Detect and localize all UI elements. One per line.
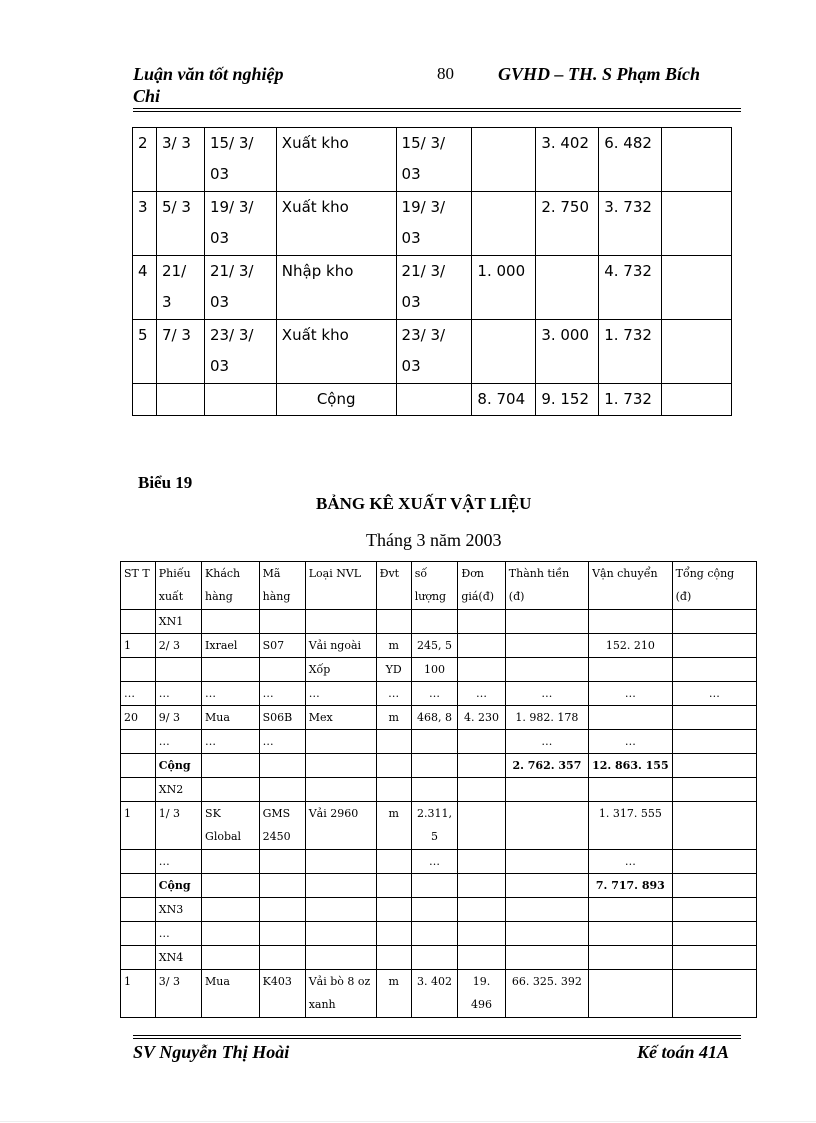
- export-cell: [505, 778, 588, 802]
- export-header-cell: Vận chuyển: [589, 562, 673, 610]
- export-cell: [376, 922, 411, 946]
- ledger-total-balance: 1. 732: [599, 384, 662, 416]
- export-cell: …: [589, 850, 673, 874]
- ledger-cell: 1. 732: [599, 320, 662, 384]
- export-cell: [259, 874, 305, 898]
- export-cell: …: [155, 922, 201, 946]
- export-cell: …: [411, 682, 458, 706]
- export-cell: Cộng: [155, 874, 201, 898]
- ledger-cell: 6. 482: [599, 128, 662, 192]
- export-cell: XN4: [155, 946, 201, 970]
- export-cell: [305, 754, 376, 778]
- export-cell: …: [376, 682, 411, 706]
- ledger-cell: 3: [133, 192, 157, 256]
- ledger-cell: 5: [133, 320, 157, 384]
- export-cell: [672, 658, 756, 682]
- export-cell: 3. 402: [411, 970, 458, 1018]
- export-cell: YD: [376, 658, 411, 682]
- export-cell: Mua: [202, 706, 260, 730]
- export-cell: 1: [121, 634, 156, 658]
- export-cell: [505, 610, 588, 634]
- export-cell: Vải bò 8 oz xanh: [305, 970, 376, 1018]
- ledger-cell: [662, 192, 732, 256]
- ledger-cell: 15/ 3/ 03: [396, 128, 472, 192]
- ledger-cell: [472, 192, 536, 256]
- export-cell: [589, 898, 673, 922]
- export-header-cell: Khách hàng: [202, 562, 260, 610]
- export-cell: [672, 706, 756, 730]
- export-cell: m: [376, 970, 411, 1018]
- export-cell: S07: [259, 634, 305, 658]
- export-header-cell: ST T: [121, 562, 156, 610]
- export-row: [121, 610, 757, 634]
- export-cell: [259, 778, 305, 802]
- export-cell: [259, 898, 305, 922]
- export-cell: [458, 730, 505, 754]
- ledger-cell: 1. 000: [472, 256, 536, 320]
- export-cell: [458, 898, 505, 922]
- export-cell: [376, 754, 411, 778]
- export-table-body: [121, 610, 757, 1018]
- export-cell: [672, 970, 756, 1018]
- export-cell: [411, 610, 458, 634]
- export-cell: [458, 946, 505, 970]
- page-number: 80: [437, 64, 454, 83]
- export-cell: [589, 658, 673, 682]
- export-cell: [458, 658, 505, 682]
- ledger-cell: [536, 256, 599, 320]
- export-cell: [121, 730, 156, 754]
- export-cell: [672, 610, 756, 634]
- ledger-cell: 7/ 3: [156, 320, 204, 384]
- export-cell: 2.311, 5: [411, 802, 458, 850]
- section-title: BẢNG KÊ XUẤT VẬT LIỆU: [316, 494, 532, 513]
- export-cell: 1: [121, 970, 156, 1018]
- export-cell: 1. 317. 555: [589, 802, 673, 850]
- export-cell: [505, 658, 588, 682]
- export-cell: [589, 778, 673, 802]
- export-cell: [672, 874, 756, 898]
- export-header-cell: Thành tiền (đ): [505, 562, 588, 610]
- ledger-cell: 23/ 3/ 03: [396, 320, 472, 384]
- header-rule-top: [133, 108, 741, 109]
- export-cell: …: [259, 730, 305, 754]
- export-cell: [411, 898, 458, 922]
- export-cell: [411, 874, 458, 898]
- export-cell: [305, 610, 376, 634]
- export-header-cell: số lượng: [411, 562, 458, 610]
- export-cell: [305, 874, 376, 898]
- export-cell: [202, 754, 260, 778]
- ledger-cell: Xuất kho: [276, 320, 396, 384]
- export-cell: …: [458, 682, 505, 706]
- export-row: [121, 874, 757, 898]
- export-cell: [458, 754, 505, 778]
- export-cell: [202, 778, 260, 802]
- export-row: [121, 970, 757, 1018]
- export-cell: [672, 898, 756, 922]
- export-cell: SK Global: [202, 802, 260, 850]
- ledger-cell: [662, 320, 732, 384]
- export-cell: [121, 850, 156, 874]
- export-cell: 2/ 3: [155, 634, 201, 658]
- ledger-cell: 19/ 3/ 03: [204, 192, 276, 256]
- export-cell: 1: [121, 802, 156, 850]
- export-cell: [121, 658, 156, 682]
- export-cell: [305, 898, 376, 922]
- export-cell: [202, 946, 260, 970]
- export-cell: [259, 610, 305, 634]
- ledger-body: [133, 128, 732, 384]
- header-thesis-title: Luận văn tốt nghiệp: [133, 64, 284, 84]
- export-cell: [121, 898, 156, 922]
- export-cell: [121, 874, 156, 898]
- export-cell: [121, 922, 156, 946]
- export-cell: [376, 610, 411, 634]
- export-cell: [259, 946, 305, 970]
- export-cell: [259, 850, 305, 874]
- export-cell: …: [202, 730, 260, 754]
- export-table-header: [121, 562, 757, 610]
- export-cell: [672, 922, 756, 946]
- export-cell: [505, 850, 588, 874]
- ledger-cell: 21/ 3: [156, 256, 204, 320]
- export-cell: [458, 922, 505, 946]
- export-cell: [672, 946, 756, 970]
- export-cell: [589, 610, 673, 634]
- export-cell: [305, 922, 376, 946]
- export-cell: …: [155, 682, 201, 706]
- ledger-cell: Xuất kho: [276, 128, 396, 192]
- export-cell: [376, 874, 411, 898]
- export-cell: [259, 922, 305, 946]
- export-cell: [202, 610, 260, 634]
- export-cell: [259, 658, 305, 682]
- export-cell: Ixrael: [202, 634, 260, 658]
- export-cell: GMS 2450: [259, 802, 305, 850]
- export-cell: 2. 762. 357: [505, 754, 588, 778]
- ledger-cell: 21/ 3/ 03: [204, 256, 276, 320]
- ledger-table: [132, 127, 732, 416]
- export-cell: [589, 946, 673, 970]
- export-cell: 66. 325. 392: [505, 970, 588, 1018]
- export-cell: [121, 778, 156, 802]
- export-cell: Vải ngoài: [305, 634, 376, 658]
- export-cell: XN3: [155, 898, 201, 922]
- export-cell: [411, 946, 458, 970]
- export-cell: [672, 634, 756, 658]
- ledger-total-row: [133, 384, 732, 416]
- export-cell: [121, 946, 156, 970]
- export-cell: [411, 778, 458, 802]
- page-edge: [0, 1121, 816, 1122]
- footer-class: Kế toán 41A: [637, 1042, 730, 1062]
- export-row: [121, 778, 757, 802]
- ledger-total-in: 8. 704: [472, 384, 536, 416]
- export-cell: [259, 754, 305, 778]
- ledger-cell: [472, 128, 536, 192]
- export-cell: Xốp: [305, 658, 376, 682]
- ledger-cell: 3. 000: [536, 320, 599, 384]
- export-cell: [505, 802, 588, 850]
- export-cell: m: [376, 802, 411, 850]
- export-cell: [505, 898, 588, 922]
- export-cell: [672, 778, 756, 802]
- export-cell: [458, 778, 505, 802]
- export-cell: …: [411, 850, 458, 874]
- ledger-cell: [662, 256, 732, 320]
- export-cell: [202, 850, 260, 874]
- ledger-cell: 2. 750: [536, 192, 599, 256]
- export-cell: [505, 922, 588, 946]
- export-cell: m: [376, 634, 411, 658]
- export-cell: Cộng: [155, 754, 201, 778]
- export-cell: [505, 634, 588, 658]
- ledger-cell: 15/ 3/ 03: [204, 128, 276, 192]
- export-cell: Mex: [305, 706, 376, 730]
- ledger-row: [133, 192, 732, 256]
- export-cell: Mua: [202, 970, 260, 1018]
- export-cell: [376, 778, 411, 802]
- ledger-cell: 3. 402: [536, 128, 599, 192]
- export-cell: [202, 898, 260, 922]
- ledger-total-label: Cộng: [276, 384, 396, 416]
- export-cell: …: [672, 682, 756, 706]
- export-cell: 100: [411, 658, 458, 682]
- export-cell: …: [589, 730, 673, 754]
- export-table: [120, 561, 757, 1018]
- export-cell: [505, 874, 588, 898]
- ledger-cell: Nhập kho: [276, 256, 396, 320]
- ledger-cell: [662, 128, 732, 192]
- export-cell: [305, 946, 376, 970]
- ledger-row: [133, 256, 732, 320]
- section-subtitle: Tháng 3 năm 2003: [366, 530, 502, 550]
- export-cell: [505, 946, 588, 970]
- export-cell: [672, 850, 756, 874]
- export-row: [121, 730, 757, 754]
- export-cell: [589, 970, 673, 1018]
- export-row: [121, 850, 757, 874]
- export-row: [121, 922, 757, 946]
- export-row: [121, 706, 757, 730]
- export-cell: [589, 706, 673, 730]
- ledger-cell: 4: [133, 256, 157, 320]
- export-cell: [458, 802, 505, 850]
- export-cell: 1. 982. 178: [505, 706, 588, 730]
- header-advisor-continued: Chi: [133, 86, 161, 106]
- export-cell: …: [155, 850, 201, 874]
- export-cell: Vải 2960: [305, 802, 376, 850]
- export-cell: [376, 898, 411, 922]
- export-cell: 7. 717. 893: [589, 874, 673, 898]
- export-row: [121, 682, 757, 706]
- export-cell: 3/ 3: [155, 970, 201, 1018]
- export-cell: [376, 946, 411, 970]
- export-cell: [411, 730, 458, 754]
- export-cell: …: [589, 682, 673, 706]
- header-rule-bottom: [133, 111, 741, 112]
- export-cell: …: [121, 682, 156, 706]
- export-cell: [376, 850, 411, 874]
- export-cell: XN1: [155, 610, 201, 634]
- export-cell: …: [202, 682, 260, 706]
- section-label: Biểu 19: [138, 473, 193, 492]
- export-cell: [376, 730, 411, 754]
- ledger-cell: 5/ 3: [156, 192, 204, 256]
- export-cell: …: [305, 682, 376, 706]
- export-cell: [411, 922, 458, 946]
- export-cell: …: [505, 682, 588, 706]
- header-advisor: GVHD – TH. S Phạm Bích: [498, 64, 701, 84]
- export-cell: 9/ 3: [155, 706, 201, 730]
- ledger-cell: 3/ 3: [156, 128, 204, 192]
- ledger-total-out: 9. 152: [536, 384, 599, 416]
- footer-student: SV Nguyễn Thị Hoài: [133, 1042, 290, 1062]
- ledger-row: [133, 320, 732, 384]
- export-cell: 19. 496: [458, 970, 505, 1018]
- export-row: [121, 658, 757, 682]
- export-cell: 4. 230: [458, 706, 505, 730]
- ledger-cell: 3. 732: [599, 192, 662, 256]
- export-cell: K403: [259, 970, 305, 1018]
- ledger-row: [133, 128, 732, 192]
- ledger-cell: 23/ 3/ 03: [204, 320, 276, 384]
- ledger-cell: 2: [133, 128, 157, 192]
- export-cell: [121, 610, 156, 634]
- export-cell: [202, 922, 260, 946]
- ledger-cell: 19/ 3/ 03: [396, 192, 472, 256]
- export-row: [121, 946, 757, 970]
- export-cell: [202, 658, 260, 682]
- export-cell: [672, 754, 756, 778]
- ledger-cell: 4. 732: [599, 256, 662, 320]
- export-cell: …: [155, 730, 201, 754]
- export-cell: 468, 8: [411, 706, 458, 730]
- export-cell: [202, 874, 260, 898]
- export-cell: 152. 210: [589, 634, 673, 658]
- export-cell: …: [505, 730, 588, 754]
- export-row: [121, 898, 757, 922]
- ledger-cell: 21/ 3/ 03: [396, 256, 472, 320]
- export-cell: [121, 754, 156, 778]
- export-cell: [305, 850, 376, 874]
- ledger-cell: Xuất kho: [276, 192, 396, 256]
- footer-rule-bottom: [133, 1038, 741, 1039]
- export-cell: 1/ 3: [155, 802, 201, 850]
- export-cell: [458, 634, 505, 658]
- export-cell: 12. 863. 155: [589, 754, 673, 778]
- export-header-cell: Mã hàng: [259, 562, 305, 610]
- export-header-cell: Phiếu xuất: [155, 562, 201, 610]
- export-cell: 20: [121, 706, 156, 730]
- export-row: [121, 754, 757, 778]
- export-cell: [305, 778, 376, 802]
- export-cell: [589, 922, 673, 946]
- export-cell: XN2: [155, 778, 201, 802]
- export-cell: [411, 754, 458, 778]
- export-cell: S06B: [259, 706, 305, 730]
- footer-rule-top: [133, 1035, 741, 1036]
- export-cell: …: [259, 682, 305, 706]
- ledger-cell: [472, 320, 536, 384]
- export-header-cell: Loại NVL: [305, 562, 376, 610]
- export-cell: [672, 802, 756, 850]
- export-cell: [155, 658, 201, 682]
- export-cell: [458, 874, 505, 898]
- export-cell: [458, 610, 505, 634]
- export-cell: 245, 5: [411, 634, 458, 658]
- export-cell: [305, 730, 376, 754]
- export-header-cell: Đơn giá(đ): [458, 562, 505, 610]
- export-cell: m: [376, 706, 411, 730]
- export-cell: [672, 730, 756, 754]
- export-cell: [458, 850, 505, 874]
- export-header-cell: Tổng cộng (đ): [672, 562, 756, 610]
- export-row: [121, 802, 757, 850]
- export-row: [121, 634, 757, 658]
- export-header-cell: Đvt: [376, 562, 411, 610]
